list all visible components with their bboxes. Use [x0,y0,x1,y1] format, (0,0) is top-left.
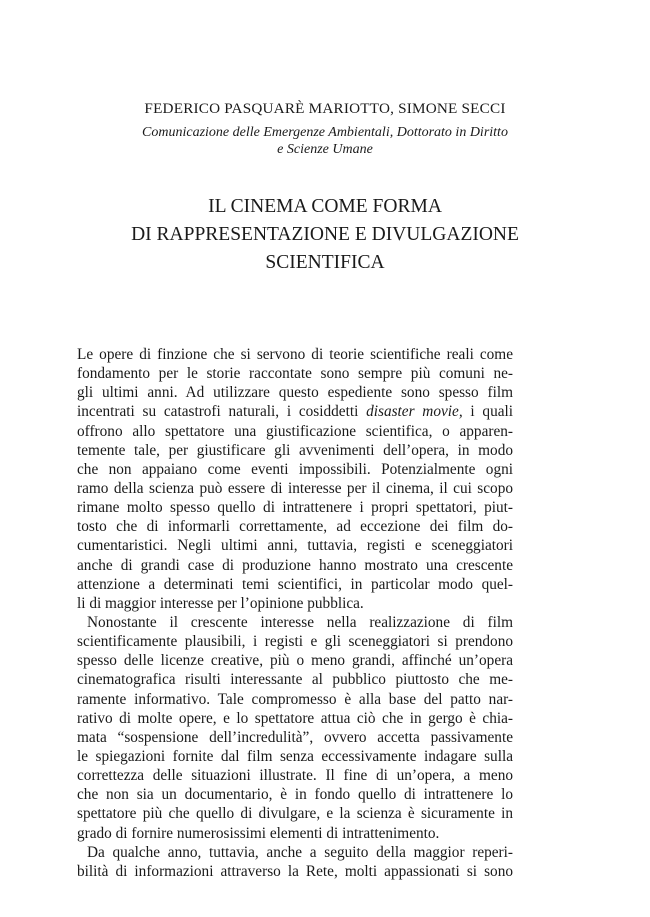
page-title [60,193,590,277]
body-line: rativo di molte opere, e lo spettatore attua ciò che in gergo è chia- [77,709,513,727]
body-line: Da qualche anno, tuttavia, anche a seguito della maggior reperi- [87,843,513,861]
body-line-text: incentrati su catastrofi naturali, i cosiddetti [77,403,359,421]
body-line: tosto che di informarli correttamente, ad eccezione dei film do- [77,518,513,536]
body-line: spettatore più che quello di divulgare, e la scienza è sicuramente in [77,805,513,823]
body-line: le spiegazioni fornite dal film senza eccessivamente indagare sulla [77,747,513,765]
title-line-3: SCIENTIFICA [265,252,385,273]
body-line: ramo della scienza può essere di interesse per il cinema, il cui scopo [77,479,513,497]
body-line: anche di grandi case di produzione hanno mostrato una crescente [77,556,513,574]
authors: FEDERICO PASQUARÈ MARIOTTO, SIMONE SECCI [144,100,506,117]
body-line: Nonostante il crescente interesse nella realizzazione di film [87,613,513,631]
body-line: ramente informativo. Tale compromesso è alla base del patto nar- [77,690,513,708]
title-line-2: DI RAPPRESENTAZIONE E DIVULGAZIONE [131,224,519,245]
body-line: che non appaiano come eventi impossibili. Potenzialmente ogni [77,460,513,478]
body-line: bilità di informazioni attraverso la Rete, molti appassionati si sono [77,862,513,880]
italic-term: disaster movie, [366,403,463,421]
body-line: offrono allo spettatore una giustificazione scientifica, o apparen- [77,422,513,440]
title-line-1: IL CINEMA COME FORMA [208,196,442,217]
body-line: che non sia un documentario, è in fondo quello di intrattenere lo [77,786,513,804]
body-line: gli ultimi anni. Ad utilizzare questo espediente sono spesso film [77,384,513,402]
body-line: cumentaristici. Negli ultimi anni, tuttavia, registi e sceneggiatori [77,537,513,555]
body-line: scientificamente plausibili, i registi e gli sceneggiatori si prendono [77,633,513,651]
body-line: li di maggior interesse per l’opinione pubblica. [77,594,364,612]
body-line-text: i quali [462,403,514,421]
body-line: attenzione a determinati temi scientifici, in particolar modo quel- [77,575,513,593]
body-line: cinematografica risulti interessante al pubblico piuttosto che me- [77,671,513,689]
body-text [77,345,513,881]
affiliation [90,124,560,158]
body-line: mata “sospensione dell’incredulità”, ovvero accetta passivamente [77,728,513,746]
affiliation-line-1: Comunicazione delle Emergenze Ambientali, Dottorato in Diritto [142,125,508,140]
body-line: grado di fornire numerosissimi elementi di intrattenimento. [77,824,440,842]
body-line [77,402,513,421]
body-line: spesso delle licenze creative, più o meno grandi, affinché un’opera [77,652,513,670]
body-line: temente tale, per giustificare gli avvenimenti dell’opera, in modo [77,441,513,459]
body-line: correttezza delle situazioni illustrate. Il fine di un’opera, a meno [77,767,513,785]
body-line: Le opere di finzione che si servono di teorie scientifiche reali come [77,346,513,363]
affiliation-line-2: e Scienze Umane [277,142,373,157]
body-line: rimane molto spesso quello di intrattenere i propri spettatori, piut- [77,499,513,517]
body-line: fondamento per le storie raccontate sono sempre più comuni ne- [77,365,513,383]
